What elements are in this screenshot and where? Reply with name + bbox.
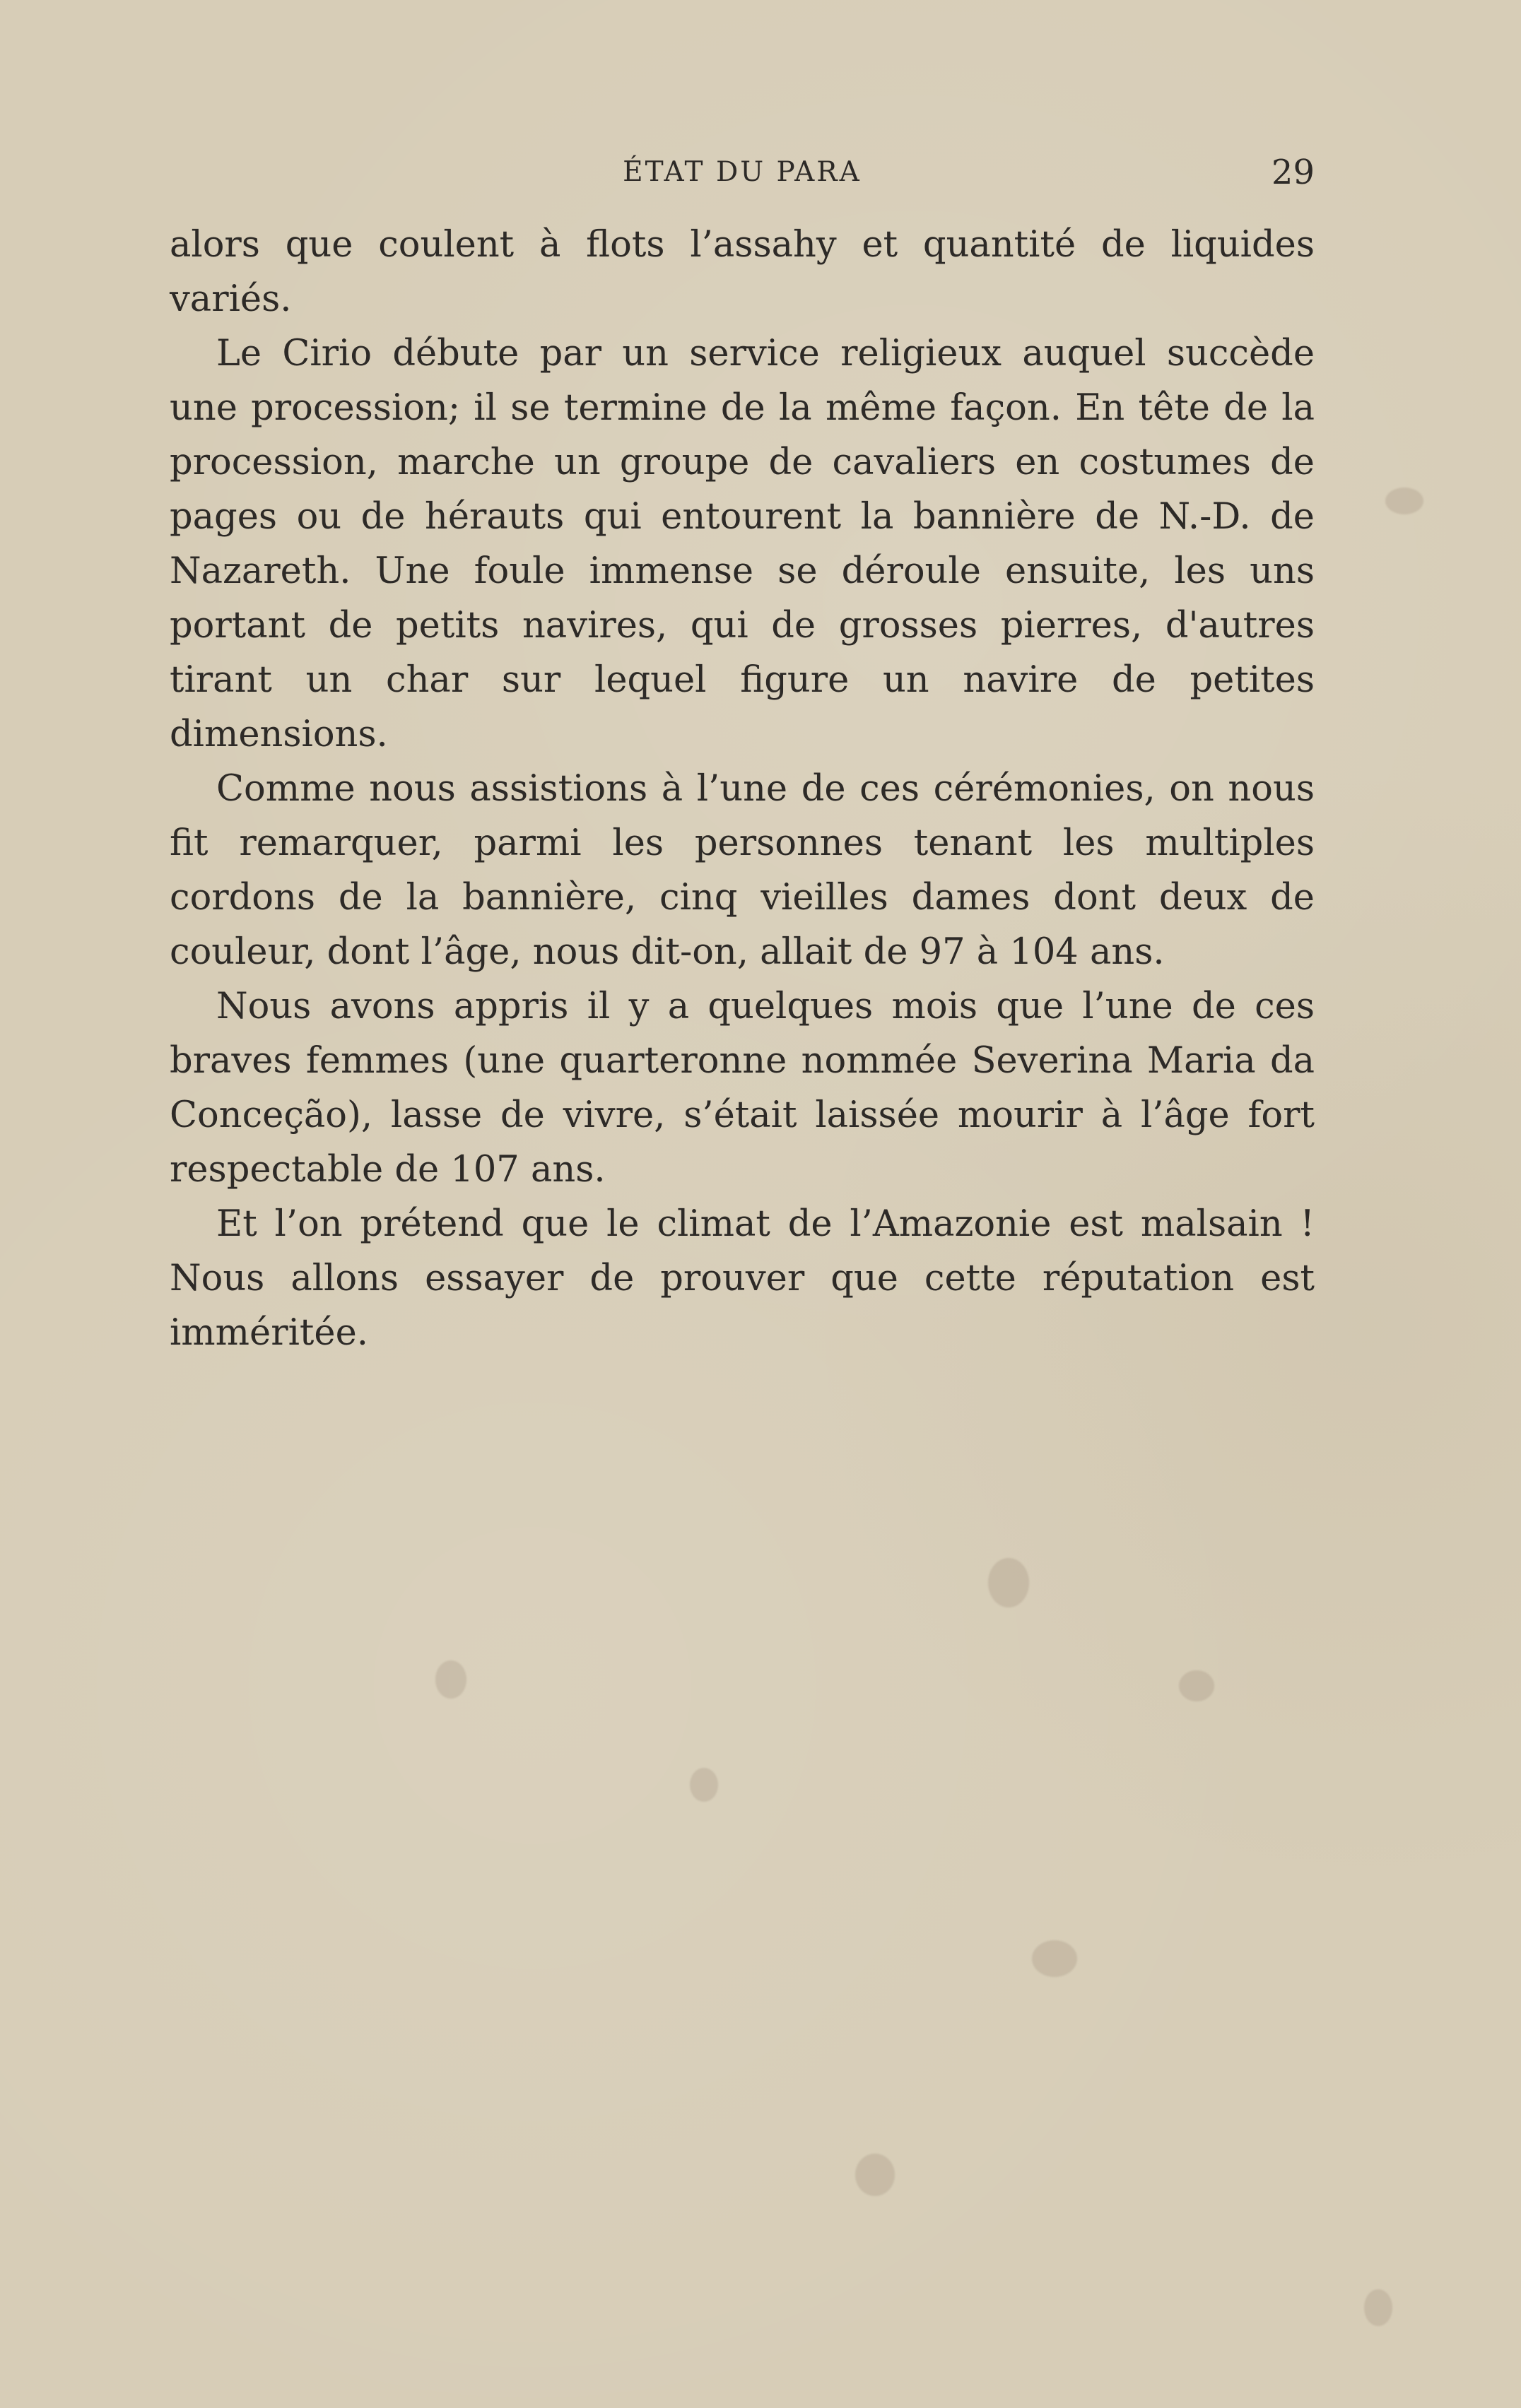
foxing-stain	[1179, 1670, 1214, 1701]
body-text	[170, 218, 1315, 1360]
foxing-stain	[435, 1660, 466, 1699]
running-title: ÉTAT DU PARA	[623, 156, 862, 188]
paragraph: Le Cirio débute par un service religieux auquel succède une procession; il se termine de la même façon. En tête de la procession, marche un groupe de cavaliers en costumes de pages ou de hérauts qui entourent la bannière de N.-D. de Nazareth. Une foule immense se déroule ensuite, les uns portant de petits navires, qui de grosses pierres, d'autres tirant un char sur lequel figure un navire de petites dimensions.	[170, 333, 1315, 755]
page-number: 29	[1271, 153, 1315, 192]
foxing-stain	[855, 2154, 895, 2196]
foxing-stain	[988, 1558, 1029, 1607]
paragraph: alors que coulent à flots l’assahy et quantité de liquides variés.	[170, 224, 1315, 320]
foxing-stain	[690, 1768, 718, 1802]
foxing-stain	[1032, 1940, 1077, 1977]
paragraph: Et l’on prétend que le climat de l’Amazonie est malsain ! Nous allons essayer de prouver que cette réputation est imméritée.	[170, 1203, 1315, 1354]
foxing-stain	[1385, 488, 1423, 514]
paragraph: Comme nous assistions à l’une de ces cérémonies, on nous fit remarquer, parmi les personnes tenant les multiples cordons de la bannière, cinq vieilles dames dont deux de couleur, dont l’âge, nous dit-on, allait de 97 à 104 ans.	[170, 768, 1315, 973]
foxing-stain	[1364, 2289, 1392, 2326]
running-head	[170, 151, 1315, 194]
paragraph: Nous avons appris il y a quelques mois que l’une de ces braves femmes (une quarteronne nommée Severina Maria da Conceção), lasse de vivre, s’était laissée mourir à l’âge fort respectable de 107 ans.	[170, 986, 1315, 1191]
